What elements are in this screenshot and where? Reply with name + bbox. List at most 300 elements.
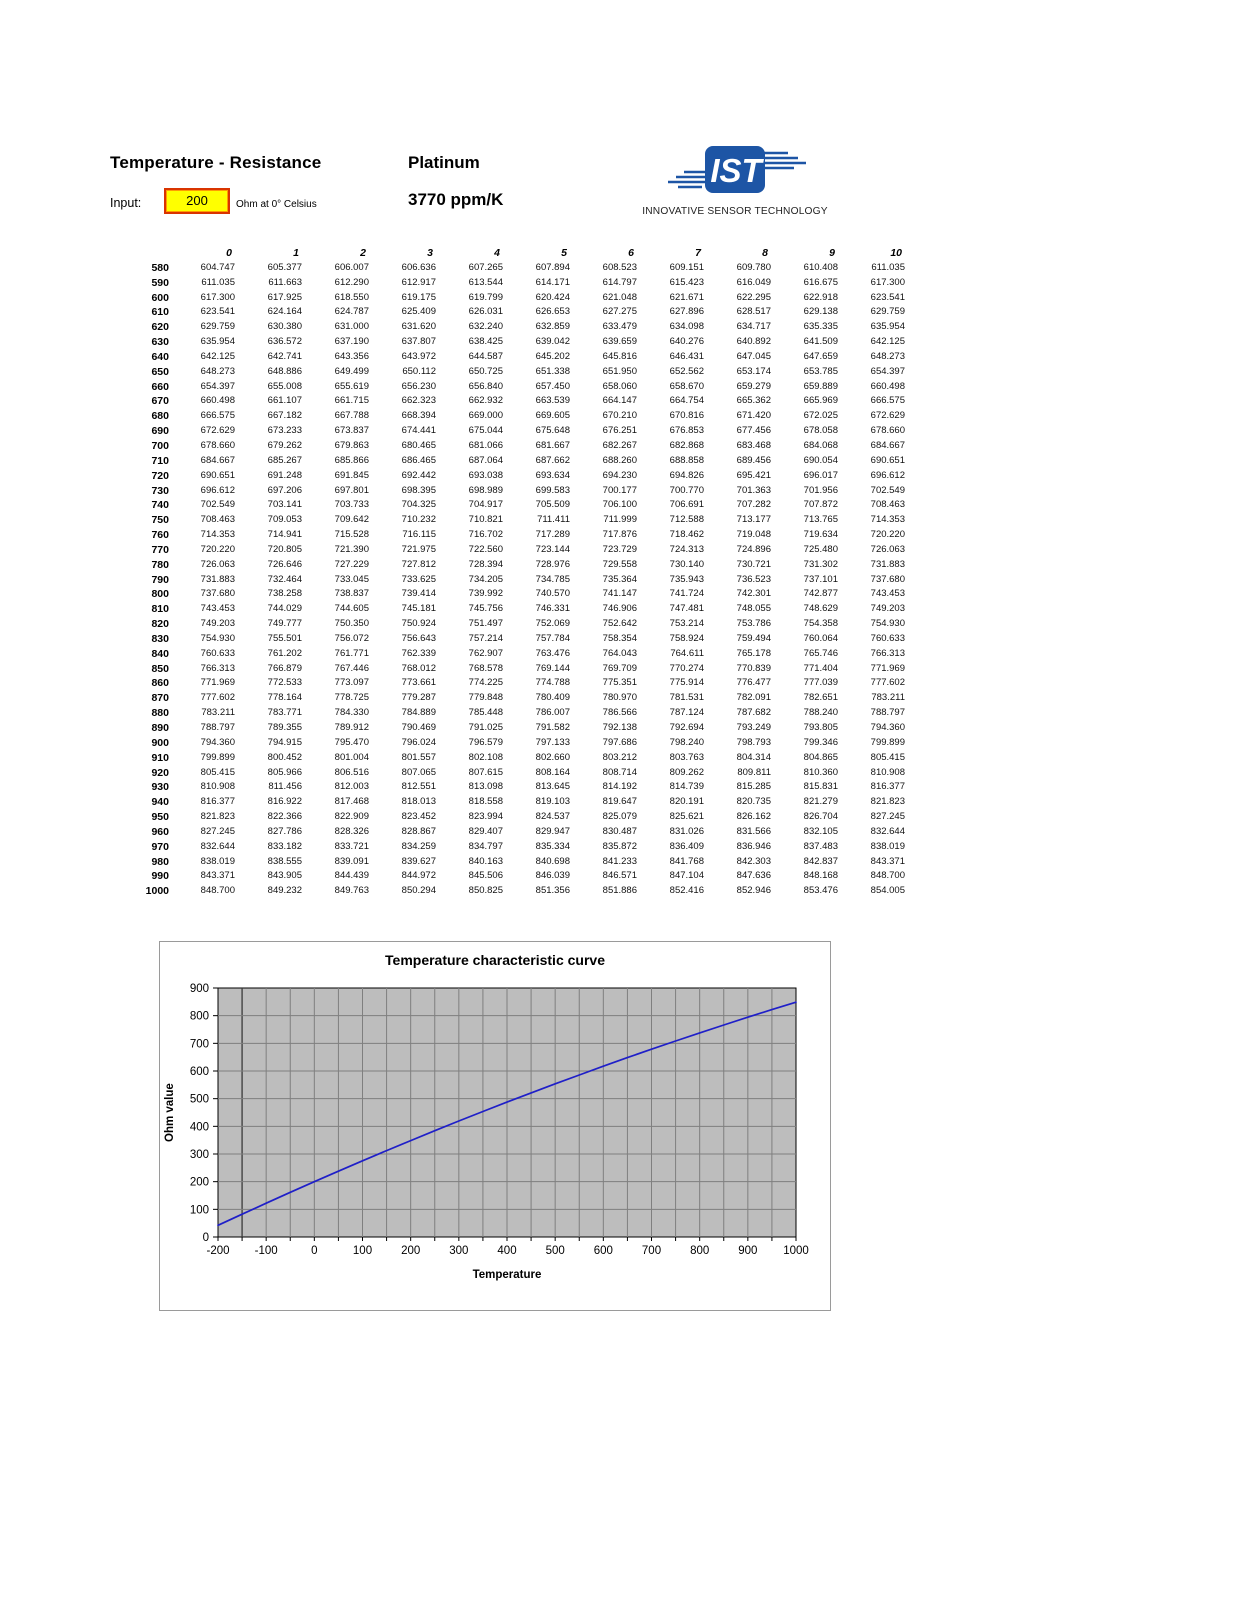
table-cell: 782.091 xyxy=(736,692,771,704)
table-cell: 625.409 xyxy=(401,306,436,318)
table-cell: 753.786 xyxy=(736,618,771,630)
temperature-curve-chart xyxy=(159,941,831,1311)
table-cell: 665.969 xyxy=(803,395,838,407)
table-cell: 604.747 xyxy=(200,261,235,273)
table-cell: 690.651 xyxy=(870,454,905,466)
table-cell: 788.797 xyxy=(870,707,905,719)
table-cell: 758.354 xyxy=(602,632,637,644)
input-unit-label: Ohm at 0° Celsius xyxy=(236,199,317,210)
table-row-label: 980 xyxy=(151,855,169,868)
table-cell: 779.287 xyxy=(401,692,436,704)
table-cell: 781.531 xyxy=(669,692,704,704)
table-cell: 774.225 xyxy=(468,677,503,689)
table-cell: 832.105 xyxy=(803,825,838,837)
table-cell: 702.549 xyxy=(200,499,235,511)
table-cell: 748.055 xyxy=(736,603,771,615)
table-cell: 760.633 xyxy=(200,647,235,659)
table-cell: 616.049 xyxy=(736,276,771,288)
table-cell: 609.151 xyxy=(669,261,704,273)
table-cell: 838.019 xyxy=(200,855,235,867)
table-cell: 756.643 xyxy=(401,632,436,644)
table-cell: 805.415 xyxy=(870,751,905,763)
logo-subtitle: INNOVATIVE SENSOR TECHNOLOGY xyxy=(642,206,828,217)
table-cell: 822.909 xyxy=(334,811,369,823)
table-cell: 794.915 xyxy=(267,736,302,748)
table-cell: 728.976 xyxy=(535,558,570,570)
table-cell: 664.754 xyxy=(669,395,704,407)
y-tick-label: 500 xyxy=(189,1093,209,1106)
table-cell: 664.147 xyxy=(602,395,637,407)
table-row-label: 760 xyxy=(151,529,169,542)
table-cell: 777.039 xyxy=(803,677,838,689)
table-cell: 810.360 xyxy=(803,766,838,778)
table-cell: 649.499 xyxy=(334,365,369,377)
table-cell: 791.025 xyxy=(468,722,503,733)
table-cell: 720.220 xyxy=(870,529,905,541)
table-row-label: 600 xyxy=(151,291,169,304)
table-cell: 761.771 xyxy=(334,647,369,659)
table-cell: 684.667 xyxy=(200,454,235,466)
table-cell: 629.138 xyxy=(803,306,838,318)
table-cell: 768.012 xyxy=(401,662,436,674)
table-cell: 720.805 xyxy=(267,543,302,555)
table-cell: 788.240 xyxy=(803,707,838,719)
table-cell: 780.970 xyxy=(602,692,637,704)
table-cell: 777.602 xyxy=(200,692,235,704)
table-cell: 626.031 xyxy=(468,306,503,318)
table-cell: 783.211 xyxy=(871,692,905,704)
table-cell: 821.823 xyxy=(200,811,235,823)
table-cell: 821.279 xyxy=(803,796,838,808)
table-cell: 738.837 xyxy=(334,588,369,600)
table-row-label: 800 xyxy=(151,588,169,601)
x-tick-label: 1000 xyxy=(783,1245,809,1257)
table-cell: 764.043 xyxy=(602,647,637,659)
x-tick-label: 700 xyxy=(641,1245,662,1257)
input-label: Input: xyxy=(110,196,142,210)
ist-logo-text: IST xyxy=(710,152,762,189)
table-cell: 685.267 xyxy=(267,454,302,466)
table-cell: 718.462 xyxy=(669,529,704,541)
table-cell: 834.797 xyxy=(468,840,503,852)
table-cell: 746.906 xyxy=(602,603,637,615)
table-cell: 716.702 xyxy=(468,529,503,541)
table-row-label: 710 xyxy=(151,454,169,467)
table-cell: 797.133 xyxy=(535,736,570,748)
table-cell: 829.407 xyxy=(468,825,503,837)
table-row xyxy=(100,320,907,335)
y-tick-label: 300 xyxy=(189,1149,209,1161)
table-cell: 789.355 xyxy=(267,722,302,733)
chart-title: Temperature characteristic curve xyxy=(385,952,605,968)
table-cell: 832.644 xyxy=(870,825,905,837)
table-cell: 709.642 xyxy=(334,514,369,526)
y-tick-label: 800 xyxy=(189,1010,209,1023)
table-cell: 702.549 xyxy=(870,484,905,496)
table-cell: 849.763 xyxy=(334,885,369,897)
table-cell: 813.098 xyxy=(468,781,503,793)
table-cell: 670.210 xyxy=(602,410,637,422)
table-row-label: 660 xyxy=(151,380,169,393)
table-cell: 672.025 xyxy=(803,410,838,422)
table-cell: 840.698 xyxy=(535,855,570,867)
table-cell: 650.112 xyxy=(402,365,436,377)
table-cell: 823.994 xyxy=(468,811,503,823)
table-cell: 750.350 xyxy=(334,618,369,630)
table-cell: 819.647 xyxy=(602,796,637,808)
table-cell: 622.918 xyxy=(803,291,838,303)
table-cell: 809.811 xyxy=(737,766,771,778)
table-cell: 655.619 xyxy=(334,380,369,392)
table-cell: 687.662 xyxy=(535,454,570,466)
table-cell: 653.785 xyxy=(803,365,838,377)
table-cell: 730.721 xyxy=(736,558,771,570)
table-cell: 690.651 xyxy=(200,469,235,481)
table-cell: 755.501 xyxy=(267,632,302,644)
table-cell: 739.992 xyxy=(468,588,503,600)
table-row-label: 970 xyxy=(151,840,169,853)
table-cell: 726.063 xyxy=(200,558,235,570)
table-row xyxy=(100,855,907,870)
table-cell: 736.523 xyxy=(736,573,771,585)
table-cell: 658.670 xyxy=(669,380,704,392)
table-cell: 656.840 xyxy=(468,380,503,392)
table-cell: 628.517 xyxy=(736,306,771,318)
table-cell: 738.258 xyxy=(267,588,302,600)
table-cell: 614.797 xyxy=(602,276,637,288)
table-cell: 619.175 xyxy=(401,291,436,303)
table-corner-cell xyxy=(100,246,170,261)
table-cell: 841.233 xyxy=(602,855,637,867)
table-cell: 850.294 xyxy=(401,885,436,897)
table-cell: 696.612 xyxy=(870,469,905,481)
table-row xyxy=(100,528,907,543)
table-cell: 643.972 xyxy=(401,350,436,362)
table-row xyxy=(100,469,907,484)
table-cell: 766.313 xyxy=(870,647,905,659)
table-cell: 803.212 xyxy=(602,751,637,763)
table-cell: 676.251 xyxy=(602,425,637,437)
table-cell: 636.572 xyxy=(267,336,302,348)
table-cell: 640.276 xyxy=(669,336,704,348)
table-cell: 668.394 xyxy=(401,410,436,422)
table-cell: 720.220 xyxy=(200,543,235,555)
table-cell: 743.453 xyxy=(870,588,905,600)
table-cell: 784.330 xyxy=(334,707,369,719)
table-cell: 645.202 xyxy=(535,350,570,362)
table-cell: 610.408 xyxy=(803,261,838,273)
table-cell: 675.648 xyxy=(535,425,570,437)
table-cell: 607.894 xyxy=(535,261,570,273)
table-cell: 647.045 xyxy=(736,350,771,362)
table-cell: 796.024 xyxy=(401,736,436,748)
table-cell: 804.314 xyxy=(736,751,771,763)
table-cell: 742.301 xyxy=(736,588,771,600)
table-cell: 829.947 xyxy=(535,825,570,837)
table-row xyxy=(100,810,907,825)
table-cell: 787.682 xyxy=(736,707,771,719)
table-cell: 637.807 xyxy=(401,336,436,348)
table-row xyxy=(100,587,907,602)
table-row xyxy=(100,573,907,588)
table-cell: 687.064 xyxy=(468,454,503,466)
table-cell: 764.611 xyxy=(670,647,704,659)
table-cell: 627.275 xyxy=(602,306,637,318)
table-cell: 616.675 xyxy=(803,276,838,288)
table-cell: 642.741 xyxy=(267,350,302,362)
table-cell: 667.788 xyxy=(334,410,369,422)
table-cell: 795.470 xyxy=(334,736,369,748)
table-cell: 707.872 xyxy=(803,499,838,511)
table-row xyxy=(100,335,907,350)
table-cell: 792.138 xyxy=(602,722,637,733)
table-cell: 799.899 xyxy=(870,736,905,748)
table-cell: 793.805 xyxy=(803,722,838,733)
x-tick-label: 400 xyxy=(497,1245,517,1257)
y-tick-label: 200 xyxy=(189,1176,209,1189)
table-cell: 733.045 xyxy=(334,573,369,585)
table-cell: 713.765 xyxy=(803,514,838,526)
table-cell: 801.004 xyxy=(334,751,369,763)
table-cell: 704.325 xyxy=(401,499,436,511)
table-cell: 619.799 xyxy=(468,291,503,303)
table-cell: 852.946 xyxy=(736,885,771,897)
table-row xyxy=(100,662,907,677)
table-cell: 815.285 xyxy=(736,781,771,793)
table-cell: 685.866 xyxy=(334,454,369,466)
table-cell: 780.409 xyxy=(535,692,570,704)
table-cell: 834.259 xyxy=(401,840,436,852)
table-cell: 693.634 xyxy=(535,469,570,481)
table-cell: 653.174 xyxy=(736,365,771,377)
table-cell: 623.541 xyxy=(870,291,905,303)
y-tick-label: 0 xyxy=(202,1232,209,1244)
table-cell: 655.008 xyxy=(267,380,302,392)
table-cell: 684.068 xyxy=(803,439,838,451)
table-cell: 726.646 xyxy=(267,558,302,570)
table-cell: 676.853 xyxy=(669,425,704,437)
table-cell: 775.914 xyxy=(669,677,704,689)
table-row-label: 1000 xyxy=(145,885,169,898)
table-cell: 765.178 xyxy=(736,647,771,659)
table-cell: 686.465 xyxy=(401,454,436,466)
table-cell: 632.859 xyxy=(535,321,570,333)
table-cell: 634.717 xyxy=(736,321,771,333)
table-cell: 730.140 xyxy=(669,558,704,570)
table-cell: 823.452 xyxy=(401,811,436,823)
table-cell: 663.539 xyxy=(535,395,570,407)
table-cell: 748.629 xyxy=(803,603,838,615)
table-cell: 674.441 xyxy=(401,425,436,437)
table-cell: 782.651 xyxy=(803,692,838,704)
table-cell: 709.053 xyxy=(267,514,302,526)
table-cell: 828.867 xyxy=(401,825,436,837)
table-row xyxy=(100,498,907,513)
table-cell: 833.721 xyxy=(334,840,369,852)
chart-y-axis-label: Ohm value xyxy=(164,1083,176,1142)
table-cell: 672.629 xyxy=(200,425,235,437)
table-cell: 812.003 xyxy=(334,781,369,793)
table-row-label: 780 xyxy=(151,558,169,571)
table-cell: 661.715 xyxy=(334,395,369,407)
table-cell: 741.147 xyxy=(602,588,637,600)
table-cell: 852.416 xyxy=(669,885,704,897)
table-row-label: 860 xyxy=(151,677,169,690)
table-cell: 710.821 xyxy=(468,514,503,526)
table-cell: 697.206 xyxy=(267,484,302,496)
table-row-label: 670 xyxy=(151,395,169,408)
table-row xyxy=(100,869,907,884)
table-cell: 683.468 xyxy=(736,439,771,451)
table-cell: 624.787 xyxy=(334,306,369,318)
table-row-label: 690 xyxy=(151,425,169,438)
table-cell: 665.362 xyxy=(736,395,771,407)
table-cell: 786.007 xyxy=(535,707,570,719)
table-cell: 688.858 xyxy=(669,454,704,466)
table-cell: 691.248 xyxy=(267,469,302,481)
table-cell: 701.956 xyxy=(803,484,838,496)
table-column-header: 4 xyxy=(494,247,500,259)
table-cell: 621.671 xyxy=(669,291,704,303)
table-cell: 661.107 xyxy=(267,395,302,407)
table-header xyxy=(100,246,907,261)
table-cell: 703.141 xyxy=(267,499,302,511)
table-row xyxy=(100,780,907,795)
table-row-label: 590 xyxy=(151,276,169,289)
table-cell: 768.578 xyxy=(468,662,503,674)
table-cell: 771.404 xyxy=(803,662,838,674)
table-row xyxy=(100,365,907,380)
table-cell: 793.249 xyxy=(736,722,771,733)
table-cell: 807.615 xyxy=(468,766,503,778)
table-cell: 673.233 xyxy=(267,425,302,437)
table-cell: 756.072 xyxy=(334,632,369,644)
table-cell: 684.667 xyxy=(870,439,905,451)
table-cell: 675.044 xyxy=(468,425,503,437)
table-cell: 846.571 xyxy=(602,870,637,882)
table-cell: 643.356 xyxy=(334,350,369,362)
x-tick-label: 900 xyxy=(738,1245,758,1257)
table-row xyxy=(100,617,907,632)
table-row xyxy=(100,424,907,439)
table-cell: 727.229 xyxy=(334,558,369,570)
table-cell: 814.739 xyxy=(669,781,704,793)
table-cell: 739.414 xyxy=(401,588,436,600)
table-cell: 831.026 xyxy=(669,825,704,837)
table-cell: 840.163 xyxy=(468,855,503,867)
table-cell: 788.797 xyxy=(200,722,235,733)
table-row xyxy=(100,543,907,558)
table-row xyxy=(100,513,907,528)
table-cell: 778.725 xyxy=(334,692,369,704)
table-cell: 708.463 xyxy=(200,514,235,526)
resistance-input[interactable]: 200 xyxy=(164,188,230,214)
table-cell: 819.103 xyxy=(535,796,570,808)
table-cell: 800.452 xyxy=(267,751,302,763)
table-cell: 791.582 xyxy=(535,722,570,733)
table-cell: 839.091 xyxy=(334,855,369,867)
x-tick-label: -100 xyxy=(254,1245,278,1257)
table-cell: 787.124 xyxy=(669,707,704,719)
table-cell: 770.839 xyxy=(736,662,771,674)
table-cell: 620.424 xyxy=(535,291,570,303)
table-cell: 716.115 xyxy=(402,529,436,541)
table-cell: 785.448 xyxy=(468,707,503,719)
table-column-header: 10 xyxy=(890,247,902,259)
table-cell: 719.048 xyxy=(736,529,771,541)
table-cell: 681.066 xyxy=(468,439,503,451)
table-cell: 731.302 xyxy=(803,558,838,570)
table-cell: 648.273 xyxy=(200,365,235,377)
table-cell: 629.759 xyxy=(200,321,235,333)
table-cell: 605.377 xyxy=(267,261,302,273)
table-cell: 697.801 xyxy=(334,484,369,496)
table-cell: 761.202 xyxy=(267,647,302,659)
table-row xyxy=(100,350,907,365)
table-cell: 803.763 xyxy=(669,751,704,763)
table-cell: 830.487 xyxy=(602,825,637,837)
table-cell: 751.497 xyxy=(468,618,503,630)
table-cell: 757.214 xyxy=(468,632,503,644)
table-cell: 750.924 xyxy=(401,618,436,630)
table-cell: 810.908 xyxy=(870,766,905,778)
material-title: Platinum xyxy=(408,153,480,172)
table-cell: 796.579 xyxy=(468,736,503,748)
table-row xyxy=(100,825,907,840)
table-row xyxy=(100,884,907,899)
table-cell: 647.659 xyxy=(803,350,838,362)
table-cell: 710.232 xyxy=(401,514,436,526)
table-row-label: 770 xyxy=(151,543,169,556)
x-tick-label: 300 xyxy=(449,1245,469,1257)
table-cell: 606.636 xyxy=(401,261,436,273)
table-cell: 641.509 xyxy=(803,336,838,348)
table-cell: 727.812 xyxy=(401,558,436,570)
table-cell: 658.060 xyxy=(602,380,637,392)
table-cell: 799.346 xyxy=(803,736,838,748)
table-cell: 607.265 xyxy=(468,261,503,273)
table-cell: 721.975 xyxy=(401,543,436,555)
table-cell: 786.566 xyxy=(602,707,637,719)
table-cell: 805.415 xyxy=(200,766,235,778)
table-cell: 802.108 xyxy=(468,751,503,763)
table-cell: 806.516 xyxy=(334,766,369,778)
table-row-label: 870 xyxy=(151,692,169,705)
table-cell: 779.848 xyxy=(468,692,503,704)
table-cell: 851.886 xyxy=(602,885,637,897)
table-cell: 849.232 xyxy=(267,885,302,897)
table-cell: 717.876 xyxy=(602,529,637,541)
table-cell: 850.825 xyxy=(468,885,503,897)
table-cell: 707.282 xyxy=(736,499,771,511)
table-cell: 742.877 xyxy=(803,588,838,600)
table-cell: 813.645 xyxy=(535,781,570,793)
table-cell: 679.863 xyxy=(334,439,369,451)
table-row-label: 840 xyxy=(151,647,169,660)
table-cell: 775.351 xyxy=(602,677,637,689)
table-row-label: 640 xyxy=(151,350,169,363)
table-cell: 847.636 xyxy=(736,870,771,882)
table-row xyxy=(100,291,907,306)
table-cell: 769.709 xyxy=(602,662,637,674)
table-cell: 611.035 xyxy=(871,261,905,273)
table-cell: 765.746 xyxy=(803,647,838,659)
table-cell: 809.262 xyxy=(669,766,704,778)
table-cell: 760.064 xyxy=(803,632,838,644)
table-column-header: 8 xyxy=(762,247,768,259)
table-cell: 789.912 xyxy=(334,722,369,733)
table-cell: 853.476 xyxy=(803,885,838,897)
